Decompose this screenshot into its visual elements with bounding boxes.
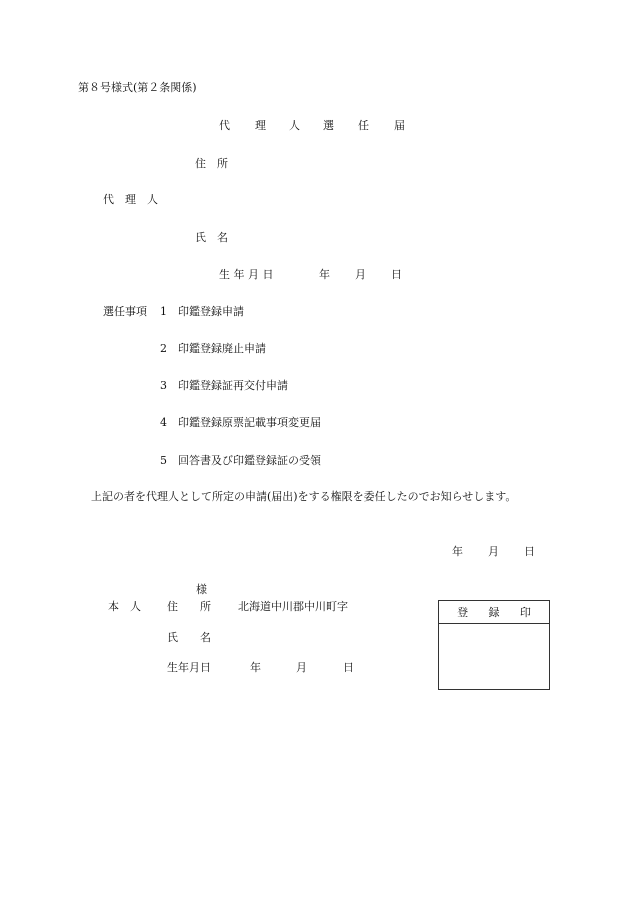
matter-number: 3 [160,379,167,392]
delegation-statement: 上記の者を代理人として所定の申請(届出)をする権限を委任したのでお知らせします。 [91,490,517,503]
seal-label-char: 登 [457,606,469,619]
matter-number: 2 [160,342,167,355]
matters-label: 選任事項 [103,305,147,318]
principal-honorific: 様 [196,583,207,596]
matter-text: 印鑑登録証再交付申請 [178,379,288,392]
matter-number: 1 [160,305,167,318]
title-char: 人 [289,119,300,132]
date-day: 日 [524,545,535,558]
title-char: 代 [219,119,230,132]
agent-dob-month: 月 [355,268,366,281]
matter-text: 回答書及び印鑑登録証の受領 [178,454,321,467]
date-month: 月 [488,545,499,558]
title-char: 選 [323,119,334,132]
title-char: 届 [394,119,405,132]
title-char: 任 [358,119,369,132]
matter-number: 4 [160,416,167,429]
principal-address-label: 住 所 [167,600,211,613]
agent-section-label: 代 理 人 [103,193,158,206]
seal-stamp-area [439,624,549,690]
title-char: 理 [255,119,266,132]
principal-label: 本 人 [108,600,141,613]
matter-text: 印鑑登録原票記載事項変更届 [178,416,321,429]
principal-dob-label: 生年月日 [167,661,211,674]
agent-address-label: 住 所 [195,157,228,170]
principal-dob-day: 日 [343,661,354,674]
matter-text: 印鑑登録廃止申請 [178,342,266,355]
registered-seal-header [439,601,549,624]
matter-number: 5 [160,454,167,467]
date-year: 年 [452,545,463,558]
agent-dob-year: 年 [319,268,330,281]
principal-name-label: 氏 名 [167,631,211,644]
seal-label-char: 印 [519,606,531,619]
seal-label-char: 録 [488,606,500,619]
principal-dob-month: 月 [296,661,307,674]
registered-seal-box [438,600,550,690]
matter-text: 印鑑登録申請 [178,305,244,318]
principal-address-value: 北海道中川郡中川町字 [238,600,348,613]
principal-dob-year: 年 [250,661,261,674]
agent-dob-label: 生 年 月 日 [219,268,274,281]
agent-dob-day: 日 [391,268,402,281]
form-number: 第８号様式(第２条関係) [78,81,197,94]
agent-name-label: 氏 名 [195,231,228,244]
